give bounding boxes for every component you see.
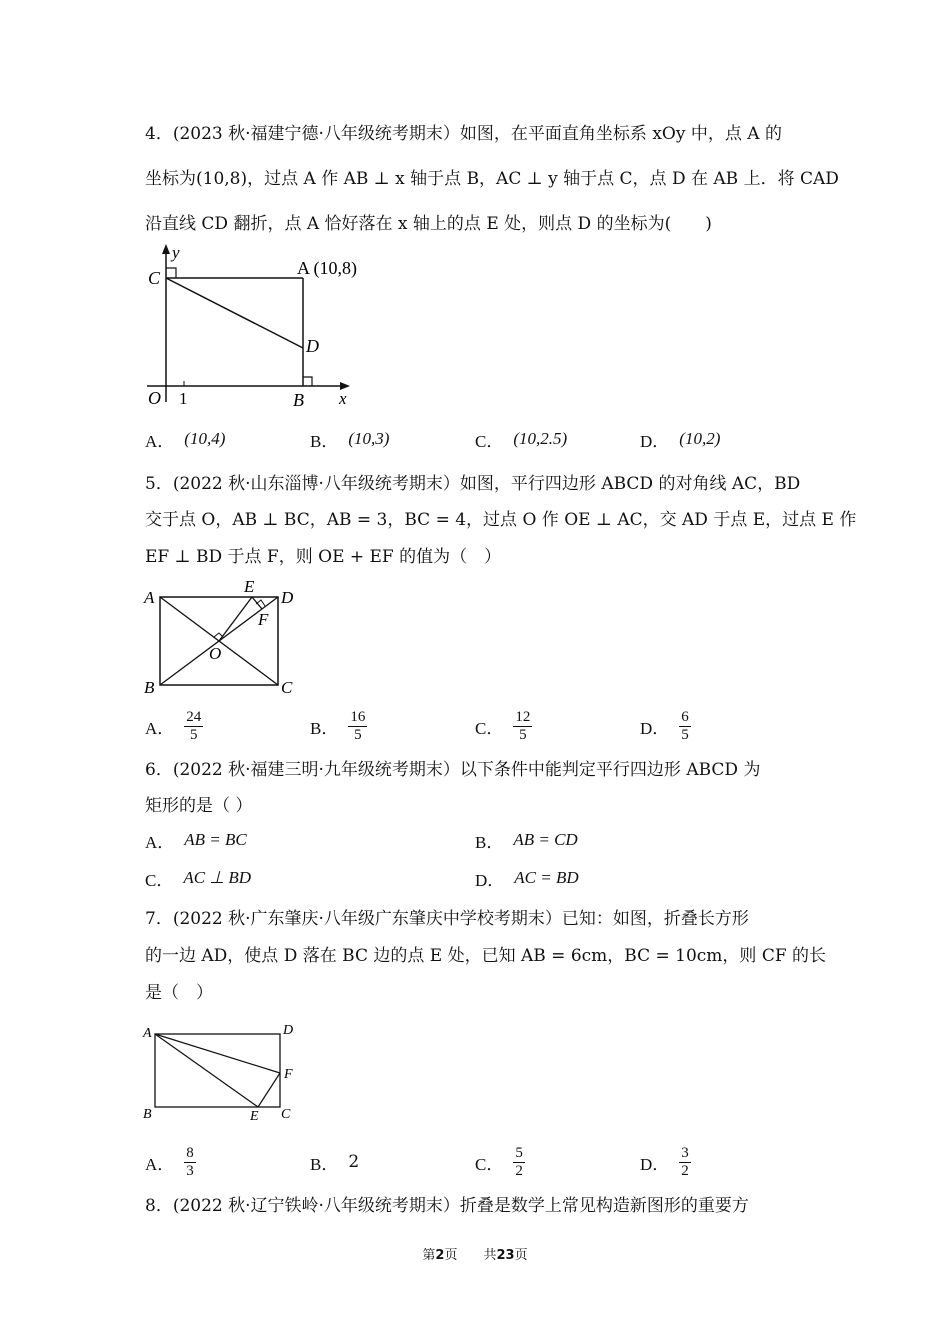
q7-label-B: B: [143, 1107, 152, 1122]
q6-line2: 矩形的是（ ）: [145, 796, 253, 816]
q7-option-a[interactable]: A． $\frac{8}{3}$: [145, 1144, 194, 1179]
q7-label-D: D: [283, 1023, 294, 1038]
total-page-number: 23: [496, 1248, 515, 1263]
q7-option-d[interactable]: D． $\frac{3}{2}$: [640, 1144, 689, 1179]
q7-label-C: C: [281, 1107, 291, 1122]
q5-right-angle-F: [256, 600, 265, 606]
q4-seg-CD: [166, 278, 303, 348]
q5-option-b[interactable]: B． $\frac{16}{5}$: [310, 708, 366, 743]
q4-label-y: y: [172, 243, 180, 262]
q4-y-arrow: [162, 244, 170, 254]
q7-seg-AE: [155, 1034, 258, 1107]
q4-label-B: B: [293, 390, 304, 410]
q4-line3: 沿直线 CD 翻折，点 A 恰好落在 x 轴上的点 E 处，则点 D 的坐标为( ): [145, 214, 712, 234]
q4-option-c[interactable]: C． (10,2.5): [475, 429, 568, 451]
fraction: $\frac{8}{3}$: [186, 1144, 194, 1179]
q7-label-E: E: [250, 1109, 259, 1124]
page-footer: 第2页 共23页: [422, 1248, 528, 1263]
fraction: $\frac{24}{5}$: [186, 708, 202, 743]
q5-option-a[interactable]: A． $\frac{24}{5}$: [145, 708, 202, 743]
q5-label-F: F: [258, 610, 269, 629]
q7-label-A: A: [143, 1026, 152, 1041]
fraction: $\frac{5}{2}$: [515, 1144, 523, 1179]
q7-label-F: F: [284, 1067, 293, 1082]
q5-label-D: D: [281, 588, 294, 607]
fraction: $\frac{12}{5}$: [515, 708, 531, 743]
q5-seg-OE: [219, 597, 252, 641]
q5-option-c[interactable]: C． $\frac{12}{5}$: [475, 708, 531, 743]
q4-option-a[interactable]: A． (10,4): [145, 429, 226, 451]
q5-option-d[interactable]: D． $\frac{6}{5}$: [640, 708, 689, 743]
q6-options-row2: [145, 858, 815, 898]
q4-label-D: D: [306, 336, 319, 356]
q5-label-O: O: [209, 644, 222, 663]
fraction: $\frac{3}{2}$: [681, 1144, 689, 1179]
fraction: $\frac{16}{5}$: [350, 708, 366, 743]
q6-option-a[interactable]: A． AB = BC: [145, 830, 247, 852]
q4-label-C: C: [148, 268, 161, 288]
q4-options: [145, 416, 815, 462]
q8-line1: 8．(2022 秋·辽宁铁岭·八年级统考期末）折叠是数学上常见构造新图形的重要方: [145, 1196, 749, 1216]
q4-right-angle-C: [166, 268, 176, 278]
q4-line1: 4．(2023 秋·福建宁德·八年级统考期末）如图，在平面直角坐标系 xOy 中，点 A 的: [145, 124, 782, 144]
q7-line1: 7．(2022 秋·广东肇庆·八年级广东肇庆中学校考期末）已知：如图，折叠长方形: [145, 909, 749, 929]
q6-options-row1: [145, 820, 815, 860]
q4-line2: 坐标为(10,8)，过点 A 作 AB ⊥ x 轴于点 B，AC ⊥ y 轴于点 C，点 D 在 AB 上．将 CAD: [145, 169, 839, 189]
q4-label-O: O: [148, 388, 161, 408]
q4-figure: [140, 240, 370, 412]
q5-line1: 5．(2022 秋·山东淄博·八年级统考期末）如图，平行四边形 ABCD 的对角线 AC，BD: [145, 474, 801, 494]
q6-option-c[interactable]: C． AC ⊥ BD: [145, 868, 252, 890]
q5-figure: [140, 575, 310, 700]
q7-figure: [140, 1018, 305, 1128]
q5-options: [145, 703, 815, 749]
q7-seg-EF: [258, 1073, 280, 1107]
q7-line3: 是（ ）: [145, 983, 213, 1003]
q7-options: [145, 1139, 815, 1185]
q7-seg-AF: [155, 1034, 280, 1073]
q6-option-b[interactable]: B． AB = CD: [475, 830, 578, 852]
q4-label-1: 1: [179, 389, 188, 408]
q4-label-x: x: [339, 389, 347, 408]
q7-line2: 的一边 AD，使点 D 落在 BC 边的点 E 处，已知 AB = 6cm，BC = 10cm，则 CF 的长: [145, 946, 827, 966]
q5-line2: 交于点 O，AB ⊥ BC，AB = 3，BC = 4，过点 O 作 OE ⊥ AC，交 AD 于点 E，过点 E 作: [145, 510, 857, 530]
current-page-number: 2: [435, 1248, 445, 1263]
q4-label-A: A (10,8): [297, 258, 357, 278]
q6-line1: 6．(2022 秋·福建三明·九年级统考期末）以下条件中能判定平行四边形 ABCD 为: [145, 760, 761, 780]
fraction: $\frac{6}{5}$: [681, 708, 689, 743]
q5-label-E: E: [244, 577, 255, 596]
q5-label-A: A: [144, 588, 155, 607]
q5-label-C: C: [281, 678, 293, 697]
q5-label-B: B: [144, 678, 155, 697]
q7-option-b[interactable]: B． 2: [310, 1152, 360, 1174]
q4-option-d[interactable]: D． (10,2): [640, 429, 721, 451]
q4-option-b[interactable]: B． (10,3): [310, 429, 390, 451]
q5-line3: EF ⊥ BD 于点 F，则 OE + EF 的值为（ ）: [145, 547, 502, 567]
q4-right-angle-B: [303, 377, 312, 386]
q6-option-d[interactable]: D． AC = BD: [475, 868, 579, 890]
q7-rect-ABCD: [155, 1034, 280, 1107]
q7-option-c[interactable]: C． $\frac{5}{2}$: [475, 1144, 523, 1179]
